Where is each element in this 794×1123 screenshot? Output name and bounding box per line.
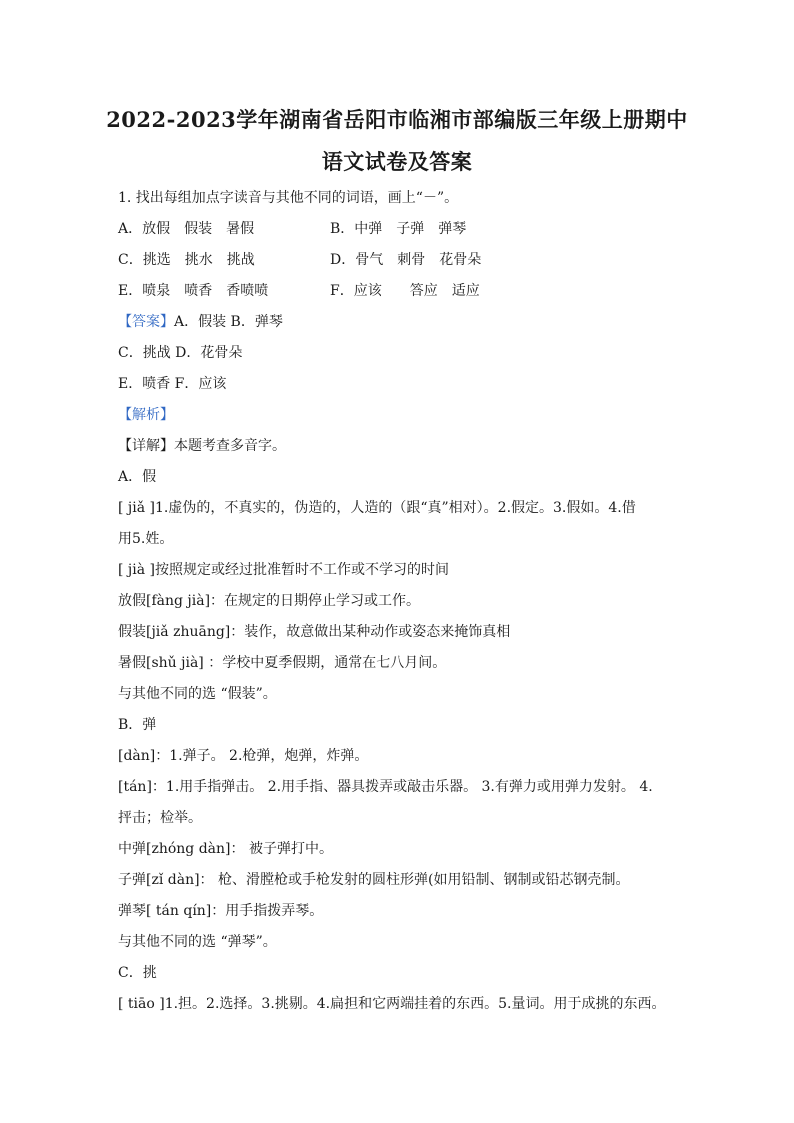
option-f-word-1: F．应该 xyxy=(330,283,382,299)
analysis-line: 暑假[shǔ jià] ：学校中夏季假期，通常在七八月间。 xyxy=(118,655,447,671)
analysis-line: [ tiāo ]1.担。2.选择。3.挑剔。4.扁担和它两端挂着的东西。5.量词。用于成挑的东西。 xyxy=(118,996,666,1012)
option-row-1 xyxy=(118,214,678,245)
answer-line-2: C．挑战 D．花骨朵 xyxy=(118,345,243,361)
option-group-a xyxy=(118,214,330,245)
analysis-line: B．弹 xyxy=(118,717,157,733)
analysis-line: C．挑 xyxy=(118,965,157,981)
analysis-line: [ jiǎ ]1.虚伪的，不真实的，伪造的，人造的（跟“真”相对）。2.假定。3.假如。4.借 xyxy=(118,500,636,516)
analysis-line: 用5.姓。 xyxy=(118,531,174,547)
option-a-word-3: 暑假 xyxy=(226,221,255,237)
analysis-tag: 【解析】 xyxy=(118,407,174,423)
option-d-word-2: 刺骨 xyxy=(397,252,426,268)
document-title-line-2: 语文试卷及答案 xyxy=(321,149,473,174)
option-d-word-1: D．骨气 xyxy=(330,252,384,268)
option-group-d xyxy=(330,245,481,276)
option-e-word-3: 香喷喷 xyxy=(226,283,269,299)
answer-line-1 xyxy=(118,307,678,338)
option-group-b xyxy=(330,214,466,245)
analysis-line: 弹琴[ tán qín]：用手指拨弄琴。 xyxy=(118,903,324,919)
analysis-line: [dàn]：1.弹子。 2.枪弹，炮弹，炸弹。 xyxy=(118,748,369,764)
option-b-word-2: 子弹 xyxy=(396,221,425,237)
analysis-line: 中弹[zhóng dàn]： 被子弹打中。 xyxy=(118,841,333,857)
option-f-word-2: 答应 xyxy=(409,283,438,299)
analysis-line: A．假 xyxy=(118,469,157,485)
analysis-line: 与其他不同的选 “假装”。 xyxy=(118,686,277,702)
option-e-word-2: 喷香 xyxy=(184,283,213,299)
option-e-word-1: E．喷泉 xyxy=(118,283,171,299)
question-stem: 1. 找出每组加点字读音与其他不同的词语，画上“－”。 xyxy=(118,190,459,206)
analysis-line: 抨击；检举。 xyxy=(118,810,202,826)
option-a-word-1: A．放假 xyxy=(118,221,171,237)
option-b-word-1: B．中弹 xyxy=(330,221,383,237)
analysis-line: 与其他不同的选 “弹琴”。 xyxy=(118,934,277,950)
option-c-word-1: C．挑选 xyxy=(118,252,171,268)
document-title-line-1: 2022-2023学年湖南省岳阳市临湘市部编版三年级上册期中 xyxy=(106,107,688,132)
answer-text-1: A．假装 B．弹琴 xyxy=(174,314,283,330)
option-d-word-3: 花骨朵 xyxy=(439,252,482,268)
analysis-line: [tán]：1.用手指弹击。 2.用手指、器具拨弄或敲击乐器。 3.有弹力或用弹力发射。 4. xyxy=(118,779,653,795)
option-group-c xyxy=(118,245,330,276)
answer-line-3: E．喷香 F．应该 xyxy=(118,376,227,392)
analysis-tag-line xyxy=(118,400,678,431)
option-row-3 xyxy=(118,276,678,307)
answer-tag: 【答案】 xyxy=(118,314,174,330)
option-a-word-2: 假装 xyxy=(184,221,213,237)
option-row-2 xyxy=(118,245,678,276)
analysis-line: 子弹[zǐ dàn]： 枪、滑膛枪或手枪发射的圆柱形弹(如用铅制、钢制或铅芯钢壳制。 xyxy=(118,872,630,888)
document-body xyxy=(118,183,678,1020)
option-c-word-3: 挑战 xyxy=(226,252,255,268)
option-group-e xyxy=(118,276,330,307)
option-f-word-3: 适应 xyxy=(451,283,480,299)
analysis-line: 放假[fàng jià]：在规定的日期停止学习或工作。 xyxy=(118,593,421,609)
option-b-word-3: 弹琴 xyxy=(438,221,467,237)
analysis-line: 【详解】本题考查多音字。 xyxy=(118,438,286,454)
option-group-f xyxy=(330,276,480,307)
analysis-line: [ jià ]按照规定或经过批准暂时不工作或不学习的时间 xyxy=(118,562,449,578)
option-c-word-2: 挑水 xyxy=(184,252,213,268)
analysis-line: 假装[jiǎ zhuāng]：装作，故意做出某种动作或姿态来掩饰真相 xyxy=(118,624,511,640)
